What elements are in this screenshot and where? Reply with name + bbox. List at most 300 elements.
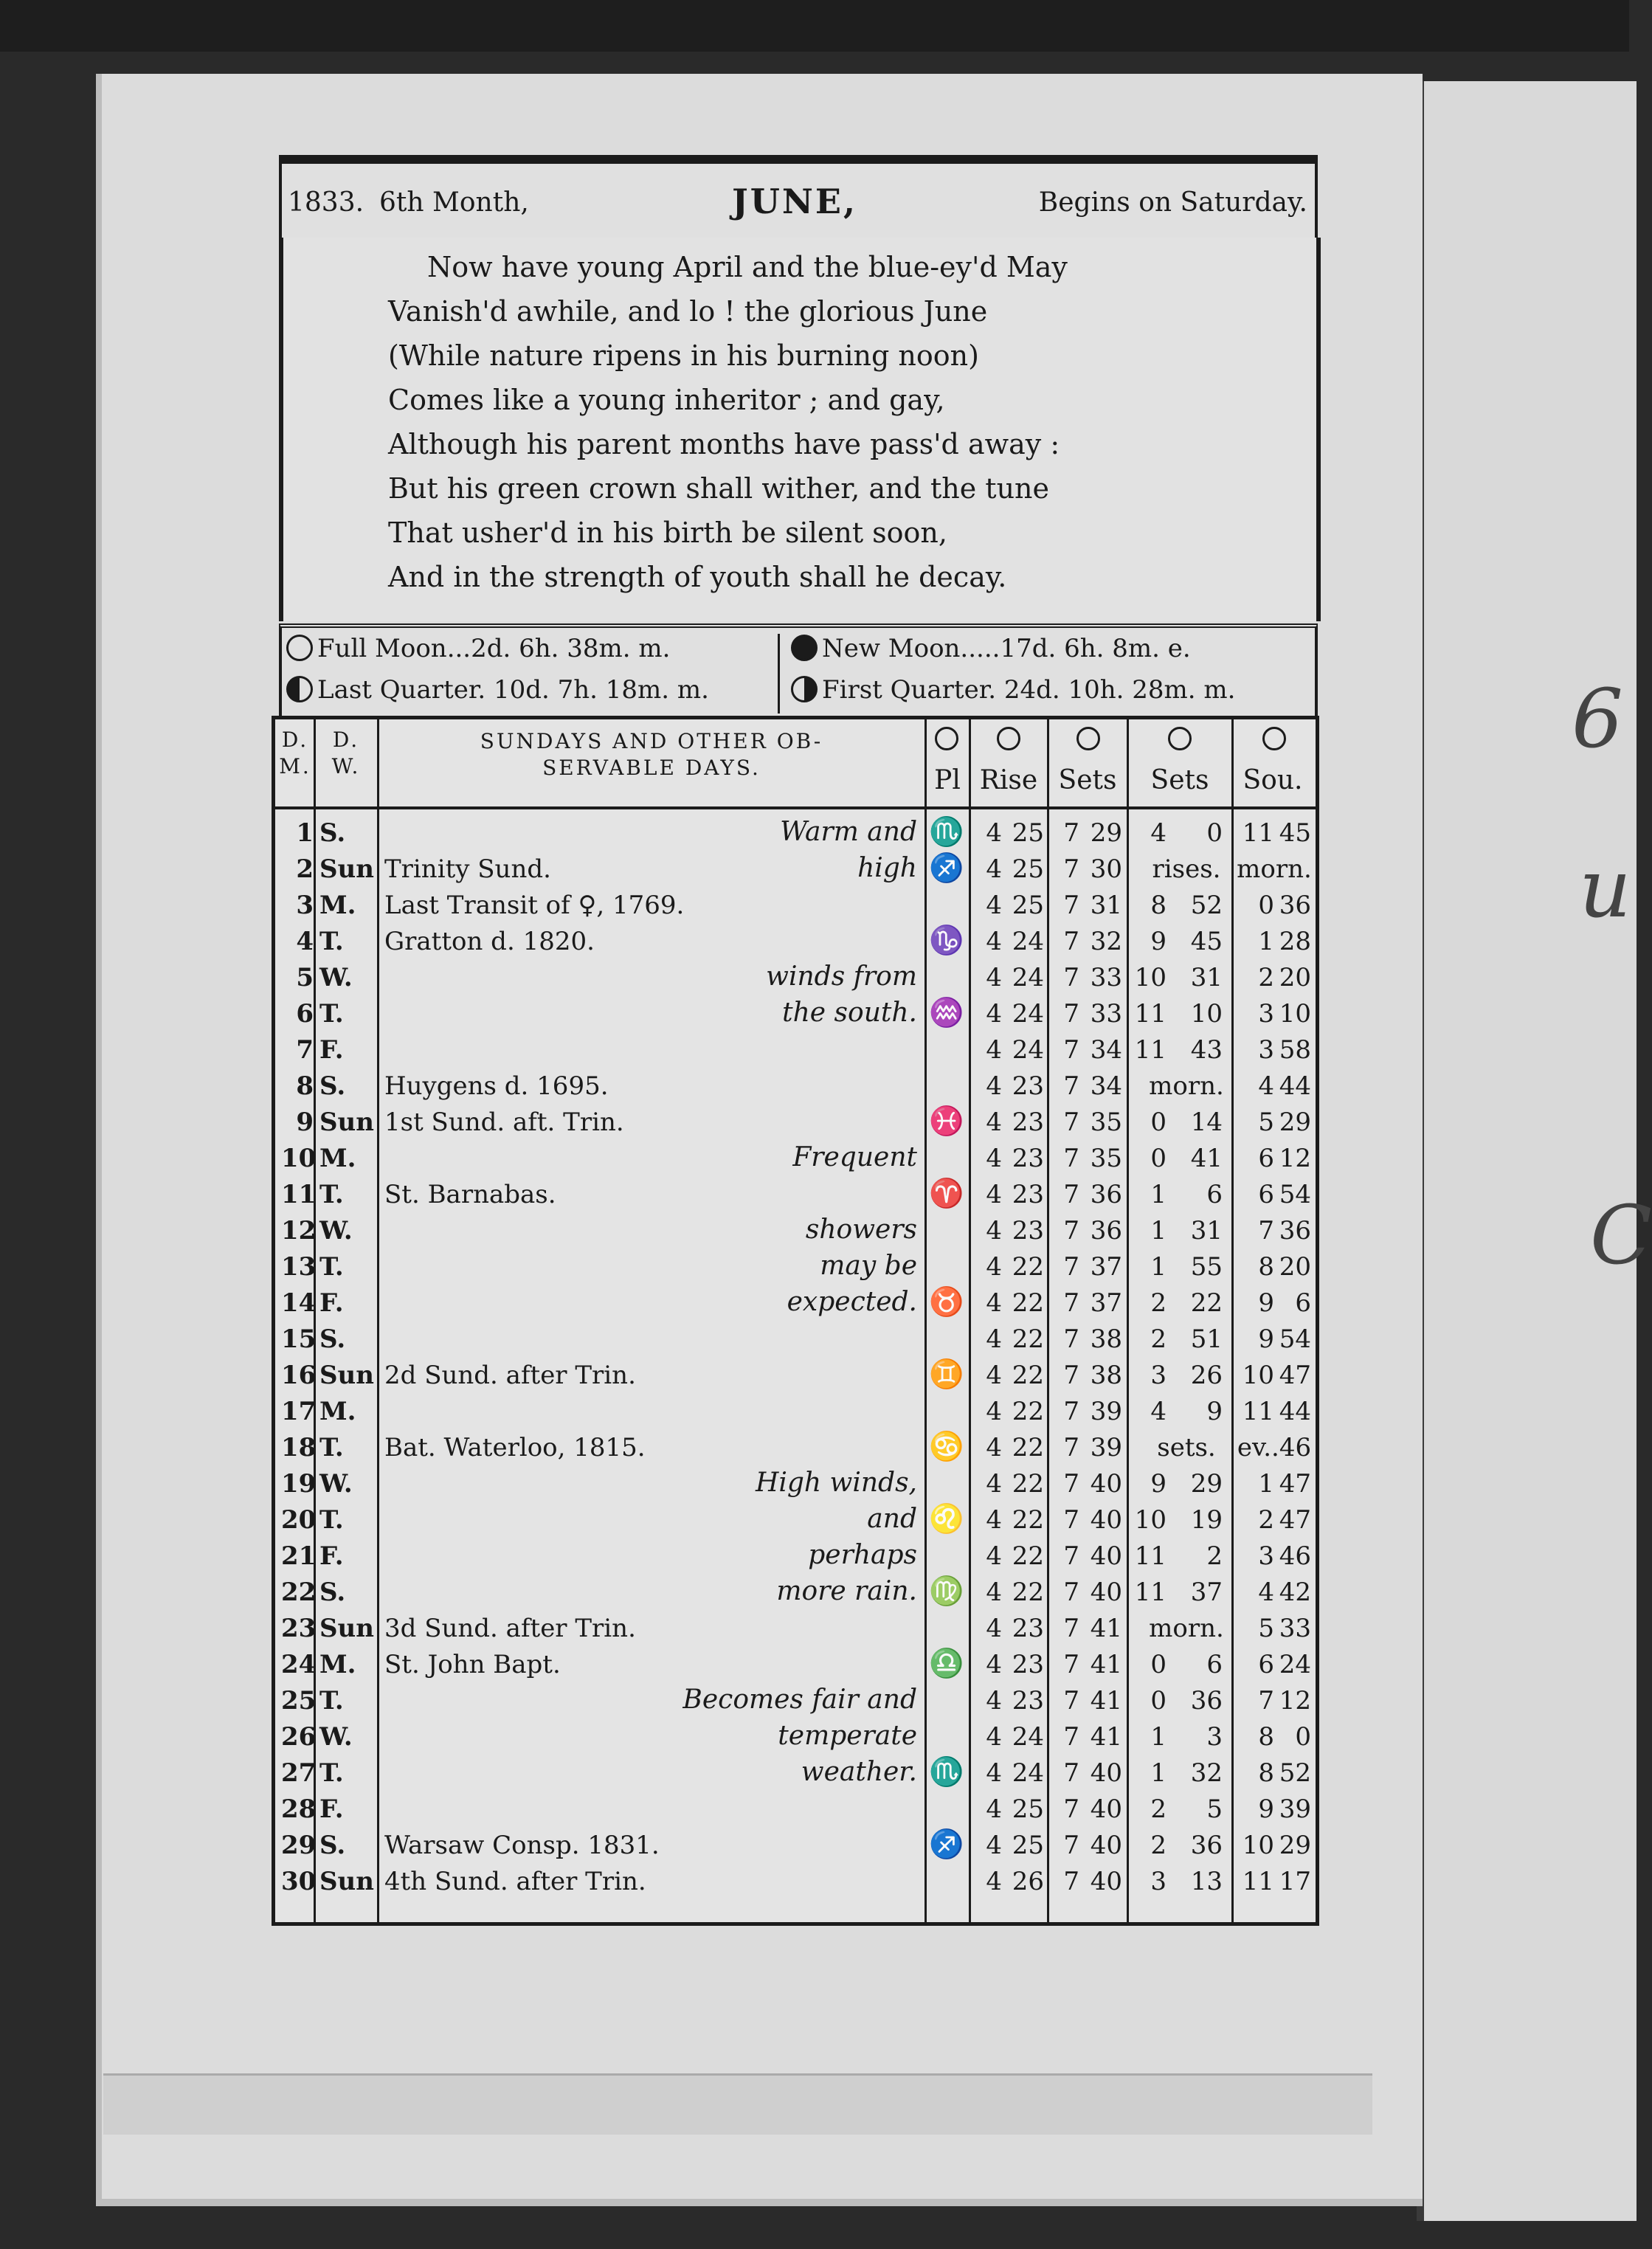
zodiac-sign: ♎ <box>929 1647 964 1679</box>
moon-sets-hour: 9 <box>1150 927 1167 956</box>
moon-south-hour: 9 <box>1258 1288 1274 1318</box>
sun-rise-hour: 4 <box>986 1361 1002 1390</box>
moon-sets-minute: 13 <box>1190 1867 1223 1896</box>
poem-line: Although his parent months have pass'd away : <box>388 428 1060 460</box>
day-of-month: 13 <box>281 1252 317 1282</box>
moon-sets-minute: 9 <box>1206 1397 1223 1426</box>
moon-sets-hour: 0 <box>1150 1686 1167 1716</box>
weather-note: more rain. <box>776 1576 917 1606</box>
moon-sets-minute: 22 <box>1190 1288 1223 1318</box>
day-of-week: M. <box>319 891 356 920</box>
month-name: JUNE, <box>732 182 858 221</box>
poem-line: That usher'd in his birth be silent soon, <box>388 517 947 549</box>
header-rule <box>275 806 1316 809</box>
day-of-week: Sun <box>319 854 374 884</box>
moon-south-minute: 17 <box>1279 1867 1311 1896</box>
scan-border <box>0 0 1629 52</box>
moon-south-minute: 47 <box>1279 1361 1311 1390</box>
last-quarter <box>286 675 709 705</box>
sun-rise-minute: 25 <box>1012 1794 1044 1824</box>
observable-day: Bat. Waterloo, 1815. <box>384 1433 646 1462</box>
day-of-week: W. <box>319 963 353 992</box>
sun-rise-hour: 4 <box>986 1071 1002 1101</box>
day-of-week: S. <box>319 818 346 848</box>
sun-rise-minute: 24 <box>1012 1035 1044 1065</box>
moon-south-hour: 2 <box>1258 1505 1274 1535</box>
table-row <box>275 1105 1316 1140</box>
day-of-month: 8 <box>296 1071 314 1101</box>
sun-rise-minute: 23 <box>1012 1108 1044 1137</box>
sun-set-hour: 7 <box>1063 963 1079 992</box>
weather-note: showers <box>805 1215 917 1245</box>
calendar-table <box>272 716 1319 1926</box>
header-dw <box>317 727 376 780</box>
sun-set-hour: 7 <box>1063 999 1079 1029</box>
poem-line: Comes like a young inheritor ; and gay, <box>388 384 945 416</box>
day-of-week: T. <box>319 927 344 956</box>
moon-sets-hour: 4 <box>1150 818 1167 848</box>
day-of-month: 2 <box>296 854 314 884</box>
moon-sets-hour: 2 <box>1150 1288 1167 1318</box>
sun-set-hour: 7 <box>1063 1144 1079 1173</box>
sun-set-hour: 7 <box>1063 1108 1079 1137</box>
moon-sets-hour: 3 <box>1150 1867 1167 1896</box>
sun-set-minute: 36 <box>1090 1180 1122 1209</box>
observable-day: Gratton d. 1820. <box>384 927 595 956</box>
sun-rise-hour: 4 <box>986 1650 1002 1679</box>
header-moon-sou: Sou. <box>1243 765 1303 795</box>
sun-set-hour: 7 <box>1063 1578 1079 1607</box>
moon-sets-minute: 55 <box>1190 1252 1223 1282</box>
day-of-month: 25 <box>281 1686 317 1716</box>
day-of-month: 23 <box>281 1614 317 1643</box>
moon-south-hour: 2 <box>1258 963 1274 992</box>
moon-south-hour: 8 <box>1258 1758 1274 1788</box>
moon-south-hour: 6 <box>1258 1144 1274 1173</box>
sun-set-minute: 40 <box>1090 1505 1122 1535</box>
sun-rise-hour: 4 <box>986 854 1002 884</box>
moon-south-minute: 36 <box>1279 1216 1311 1246</box>
moon-south-hour: 6 <box>1258 1650 1274 1679</box>
moon-sets-hour: 1 <box>1150 1252 1167 1282</box>
table-row <box>275 1538 1316 1574</box>
moon-south-minute: 46 <box>1279 1541 1311 1571</box>
day-of-month: 10 <box>281 1144 317 1173</box>
moon-sets-hour: 0 <box>1150 1650 1167 1679</box>
moon-sets-minute: 52 <box>1190 891 1223 920</box>
sun-rise-hour: 4 <box>986 1252 1002 1282</box>
sun-set-minute: 40 <box>1090 1578 1122 1607</box>
moon-sets-hour: 3 <box>1150 1361 1167 1390</box>
sun-rise-minute: 24 <box>1012 1758 1044 1788</box>
sun-rise-minute: 22 <box>1012 1324 1044 1354</box>
sun-set-hour: 7 <box>1063 1794 1079 1824</box>
sun-rise-hour: 4 <box>986 1035 1002 1065</box>
day-of-month: 14 <box>281 1288 317 1318</box>
moon-south-minute: 29 <box>1279 1831 1311 1860</box>
sun-set-hour: 7 <box>1063 1867 1079 1896</box>
sun-set-hour: 7 <box>1063 1831 1079 1860</box>
weather-note: winds from <box>766 961 917 992</box>
day-of-month: 19 <box>281 1469 317 1499</box>
moon-south-minute: 33 <box>1279 1614 1311 1643</box>
moon-south-minute: 0 <box>1295 1722 1311 1752</box>
sun-set-hour: 7 <box>1063 1433 1079 1462</box>
new-moon-icon <box>791 635 818 661</box>
sun-set-minute: 34 <box>1090 1035 1122 1065</box>
sun-set-minute: 31 <box>1090 891 1122 920</box>
sun-rise-minute: 24 <box>1012 1722 1044 1752</box>
sun-set-hour: 7 <box>1063 1288 1079 1318</box>
weather-note: may be <box>820 1251 917 1281</box>
day-of-month: 11 <box>281 1180 317 1209</box>
table-row <box>275 888 1316 923</box>
sun-rise-minute: 24 <box>1012 963 1044 992</box>
moon-south-minute: 39 <box>1279 1794 1311 1824</box>
moon-south-hour: 9 <box>1258 1794 1274 1824</box>
sun-rise-hour: 4 <box>986 963 1002 992</box>
moon-south-minute: 44 <box>1279 1071 1311 1101</box>
sun-set-minute: 41 <box>1090 1650 1122 1679</box>
sun-rise-hour: 4 <box>986 1216 1002 1246</box>
moon-sets-minute: 29 <box>1190 1469 1223 1499</box>
moon-sets-minute: 51 <box>1190 1324 1223 1354</box>
full-moon <box>286 634 670 663</box>
sun-set-hour: 7 <box>1063 1686 1079 1716</box>
moon-sets-minute: 2 <box>1206 1541 1223 1571</box>
moon-south-minute: 28 <box>1279 927 1311 956</box>
moon-sets-minute: 5 <box>1206 1794 1223 1824</box>
day-of-week: Sun <box>319 1614 374 1643</box>
moon-sets-hour: 2 <box>1150 1831 1167 1860</box>
zodiac-sign: ♐ <box>929 1828 964 1860</box>
moon-south-minute: 12 <box>1279 1686 1311 1716</box>
moon-sets-minute: 36 <box>1190 1686 1223 1716</box>
sun-set-minute: 34 <box>1090 1071 1122 1101</box>
day-of-week: M. <box>319 1650 356 1679</box>
table-row <box>275 1177 1316 1212</box>
moon-south-hour: 11 <box>1242 818 1274 848</box>
month-number: 6th Month, <box>379 187 529 218</box>
moon-phases <box>279 623 1318 723</box>
sun-rise-hour: 4 <box>986 1433 1002 1462</box>
sun-rise-minute: 26 <box>1012 1867 1044 1896</box>
weather-note: perhaps <box>808 1540 917 1570</box>
sun-set-hour: 7 <box>1063 1397 1079 1426</box>
zodiac-sign: ♈ <box>929 1177 964 1209</box>
moon-south-hour: 1 <box>1258 1469 1274 1499</box>
month-begins: Begins on Saturday. <box>1038 187 1307 218</box>
moon-sets-word: sets. <box>1157 1433 1216 1462</box>
table-row <box>275 1358 1316 1393</box>
observable-day: Trinity Sund. <box>384 854 551 884</box>
moon-sets-hour: 0 <box>1150 1108 1167 1137</box>
moon-sets-minute: 10 <box>1190 999 1223 1029</box>
moon-south-hour: 4 <box>1258 1578 1274 1607</box>
handwritten-mark: u <box>1579 841 1631 936</box>
sun-rise-minute: 25 <box>1012 1831 1044 1860</box>
day-of-week: M. <box>319 1397 356 1426</box>
moon-south-minute: 47 <box>1279 1469 1311 1499</box>
moon-sets-minute: 31 <box>1190 963 1223 992</box>
moon-face-icon <box>1262 727 1286 750</box>
first-quarter <box>791 675 1235 705</box>
moon-south-hour: 6 <box>1258 1180 1274 1209</box>
sun-rise-minute: 23 <box>1012 1144 1044 1173</box>
table-row <box>275 1502 1316 1538</box>
sun-set-minute: 30 <box>1090 854 1122 884</box>
moon-south-minute: 36 <box>1279 891 1311 920</box>
day-of-month: 29 <box>281 1831 317 1860</box>
sun-rise-minute: 22 <box>1012 1541 1044 1571</box>
day-of-week: S. <box>319 1071 346 1101</box>
table-row <box>275 1755 1316 1791</box>
moon-south-minute: 42 <box>1279 1578 1311 1607</box>
moon-phase-label: Last Quarter. 10d. 7h. 18m. m. <box>317 675 709 705</box>
zodiac-sign: ♍ <box>929 1575 964 1607</box>
sun-set-minute: 32 <box>1090 927 1122 956</box>
moon-south-hour: 8 <box>1258 1252 1274 1282</box>
zodiac-sign: ♒ <box>929 996 964 1029</box>
sun-rise-minute: 24 <box>1012 927 1044 956</box>
table-row <box>275 1322 1316 1357</box>
sun-icon <box>997 727 1020 750</box>
sun-rise-minute: 22 <box>1012 1288 1044 1318</box>
header-pl: Pl <box>934 765 961 795</box>
sun-set-minute: 40 <box>1090 1541 1122 1571</box>
weather-note: Becomes fair and <box>682 1685 917 1715</box>
sun-rise-minute: 23 <box>1012 1071 1044 1101</box>
day-of-month: 4 <box>296 927 314 956</box>
zodiac-sign: ♓ <box>929 1105 964 1137</box>
moon-sets-minute: 37 <box>1190 1578 1223 1607</box>
header-dm <box>277 727 314 780</box>
moon-south-hour: 5 <box>1258 1614 1274 1643</box>
page-header <box>279 155 1318 249</box>
moon-sets-hour: 2 <box>1150 1324 1167 1354</box>
moon-sets-minute: 19 <box>1190 1505 1223 1535</box>
facing-page <box>1417 81 1652 2221</box>
day-of-month: 18 <box>281 1433 317 1462</box>
day-of-month: 7 <box>296 1035 314 1065</box>
sun-rise-hour: 4 <box>986 1758 1002 1788</box>
sun-set-hour: 7 <box>1063 1758 1079 1788</box>
moon-sets-hour: 4 <box>1150 1397 1167 1426</box>
day-of-week: F. <box>319 1288 344 1318</box>
day-of-month: 17 <box>281 1397 317 1426</box>
sun-set-minute: 39 <box>1090 1433 1122 1462</box>
first-quarter-icon <box>791 676 818 702</box>
day-of-week: F. <box>319 1794 344 1824</box>
handwritten-mark: C <box>1590 1188 1652 1282</box>
new-moon <box>791 634 1191 663</box>
sun-rise-minute: 23 <box>1012 1686 1044 1716</box>
sun-rise-minute: 23 <box>1012 1650 1044 1679</box>
table-row <box>275 1213 1316 1248</box>
sun-rise-minute: 22 <box>1012 1433 1044 1462</box>
sun-rise-hour: 4 <box>986 1867 1002 1896</box>
moon-sets-hour: 11 <box>1134 1541 1167 1571</box>
moon-sets-minute: 0 <box>1206 818 1223 848</box>
moon-south-minute: 10 <box>1279 999 1311 1029</box>
sun-rise-minute: 23 <box>1012 1614 1044 1643</box>
moon-south-hour: 4 <box>1258 1071 1274 1101</box>
sun-rise-hour: 4 <box>986 1578 1002 1607</box>
sun-set-hour: 7 <box>1063 1071 1079 1101</box>
sun-rise-hour: 4 <box>986 927 1002 956</box>
moon-sets-hour: 2 <box>1150 1794 1167 1824</box>
poem-box <box>279 238 1321 621</box>
sun-set-minute: 35 <box>1090 1108 1122 1137</box>
sun-rise-minute: 22 <box>1012 1505 1044 1535</box>
sun-set-minute: 40 <box>1090 1758 1122 1788</box>
year: 1833. <box>288 187 364 218</box>
handwritten-mark: 6 <box>1572 671 1623 766</box>
moon-sets-hour: 0 <box>1150 1144 1167 1173</box>
moon-sets-minute: 43 <box>1190 1035 1223 1065</box>
day-of-week: T. <box>319 1758 344 1788</box>
full-moon-icon <box>286 635 313 661</box>
divider <box>778 634 780 714</box>
sun-rise-hour: 4 <box>986 1397 1002 1426</box>
poem-line: (While nature ripens in his burning noon) <box>388 339 979 372</box>
weather-note: weather. <box>801 1757 917 1787</box>
sun-set-hour: 7 <box>1063 1722 1079 1752</box>
weather-note: and <box>867 1504 917 1534</box>
zodiac-sign: ♑ <box>929 924 964 956</box>
sun-rise-hour: 4 <box>986 1614 1002 1643</box>
sun-set-minute: 41 <box>1090 1686 1122 1716</box>
sun-rise-hour: 4 <box>986 1541 1002 1571</box>
sun-rise-minute: 24 <box>1012 999 1044 1029</box>
moon-sets-minute: 36 <box>1190 1831 1223 1860</box>
moon-south-hour: 3 <box>1258 1541 1274 1571</box>
header-days-line: SUNDAYS AND OTHER OB- <box>480 729 823 753</box>
table-row <box>275 1647 1316 1682</box>
sun-rise-hour: 4 <box>986 1180 1002 1209</box>
moon-sets-hour: 9 <box>1150 1469 1167 1499</box>
zodiac-sign: ♐ <box>929 851 964 884</box>
header-dw-line: D. <box>332 728 360 752</box>
weather-note: Frequent <box>792 1142 917 1172</box>
sun-rise-minute: 22 <box>1012 1578 1044 1607</box>
sun-rise-hour: 4 <box>986 891 1002 920</box>
day-of-month: 27 <box>281 1758 317 1788</box>
show-through-text <box>243 1922 1299 1966</box>
moon-south-minute: 29 <box>1279 1108 1311 1137</box>
day-of-week: F. <box>319 1541 344 1571</box>
moon-sets-minute: 41 <box>1190 1144 1223 1173</box>
moon-south-hour: 7 <box>1258 1216 1274 1246</box>
zodiac-sign: ♏ <box>929 1755 964 1788</box>
sun-set-hour: 7 <box>1063 818 1079 848</box>
sun-rise-minute: 23 <box>1012 1216 1044 1246</box>
observable-day: Last Transit of ♀, 1769. <box>384 891 685 920</box>
sun-set-minute: 29 <box>1090 818 1122 848</box>
moon-south-minute: 45 <box>1279 818 1311 848</box>
sun-set-minute: 39 <box>1090 1397 1122 1426</box>
moon-south-hour: 10 <box>1242 1361 1274 1390</box>
sun-set-minute: 37 <box>1090 1288 1122 1318</box>
moon-sets-hour: 11 <box>1134 999 1167 1029</box>
day-of-month: 21 <box>281 1541 317 1571</box>
header-dm-line: D. <box>281 728 309 752</box>
sun-rise-hour: 4 <box>986 818 1002 848</box>
day-of-week: W. <box>319 1722 353 1752</box>
moon-sets-minute: 6 <box>1206 1650 1223 1679</box>
moon-south-minute: 20 <box>1279 1252 1311 1282</box>
header-moon-sets: Sets <box>1150 765 1209 795</box>
sun-icon <box>1076 727 1100 750</box>
sun-set-hour: 7 <box>1063 927 1079 956</box>
day-of-week: W. <box>319 1469 353 1499</box>
moon-sets-hour: 1 <box>1150 1216 1167 1246</box>
poem-line: Now have young April and the blue-ey'd May <box>427 251 1068 283</box>
zodiac-sign: ♉ <box>929 1285 964 1318</box>
moon-sets-hour: 11 <box>1134 1035 1167 1065</box>
moon-sets-word: morn. <box>1149 1614 1224 1643</box>
moon-sets-hour: 8 <box>1150 891 1167 920</box>
sun-rise-hour: 4 <box>986 1686 1002 1716</box>
sun-set-hour: 7 <box>1063 1216 1079 1246</box>
weather-note: temperate <box>778 1721 917 1751</box>
sun-rise-hour: 4 <box>986 1108 1002 1137</box>
table-row <box>275 1792 1316 1827</box>
sun-rise-hour: 4 <box>986 1794 1002 1824</box>
sun-set-hour: 7 <box>1063 1650 1079 1679</box>
day-of-week: W. <box>319 1216 353 1246</box>
moon-south-hour: 0 <box>1258 891 1274 920</box>
sun-rise-hour: 4 <box>986 1831 1002 1860</box>
sun-set-hour: 7 <box>1063 1541 1079 1571</box>
table-row <box>275 1249 1316 1285</box>
moon-phase-label: Full Moon...2d. 6h. 38m. m. <box>317 634 671 663</box>
moon-sets-minute: 3 <box>1206 1722 1223 1752</box>
day-of-week: T. <box>319 1505 344 1535</box>
sun-rise-minute: 22 <box>1012 1469 1044 1499</box>
day-of-month: 12 <box>281 1216 317 1246</box>
zodiac-sign: ♋ <box>929 1430 964 1462</box>
observable-day: St. Barnabas. <box>384 1180 556 1209</box>
sun-set-hour: 7 <box>1063 1361 1079 1390</box>
moon-south-hour: 8 <box>1258 1722 1274 1752</box>
sun-set-minute: 40 <box>1090 1831 1122 1860</box>
moon-face-icon <box>1168 727 1192 750</box>
moon-sets-hour: 1 <box>1150 1758 1167 1788</box>
sun-rise-minute: 23 <box>1012 1180 1044 1209</box>
day-of-week: F. <box>319 1035 344 1065</box>
moon-face-icon <box>935 727 958 750</box>
table-row <box>275 1430 1316 1465</box>
moon-sets-word: rises. <box>1152 854 1221 884</box>
moon-south-minute: 54 <box>1279 1180 1311 1209</box>
sun-set-minute: 40 <box>1090 1867 1122 1896</box>
moon-sets-minute: 32 <box>1190 1758 1223 1788</box>
sun-rise-hour: 4 <box>986 1324 1002 1354</box>
day-of-month: 5 <box>296 963 314 992</box>
table-row <box>275 1394 1316 1429</box>
moon-south-hour: 11 <box>1242 1397 1274 1426</box>
sun-set-minute: 40 <box>1090 1794 1122 1824</box>
observable-day: St. John Bapt. <box>384 1650 561 1679</box>
day-of-month: 3 <box>296 891 314 920</box>
moon-sets-minute: 26 <box>1190 1361 1223 1390</box>
sun-rise-minute: 22 <box>1012 1252 1044 1282</box>
sun-set-hour: 7 <box>1063 1252 1079 1282</box>
moon-south-minute: 52 <box>1279 1758 1311 1788</box>
moon-sets-minute: 6 <box>1206 1180 1223 1209</box>
moon-south-minute: 12 <box>1279 1144 1311 1173</box>
